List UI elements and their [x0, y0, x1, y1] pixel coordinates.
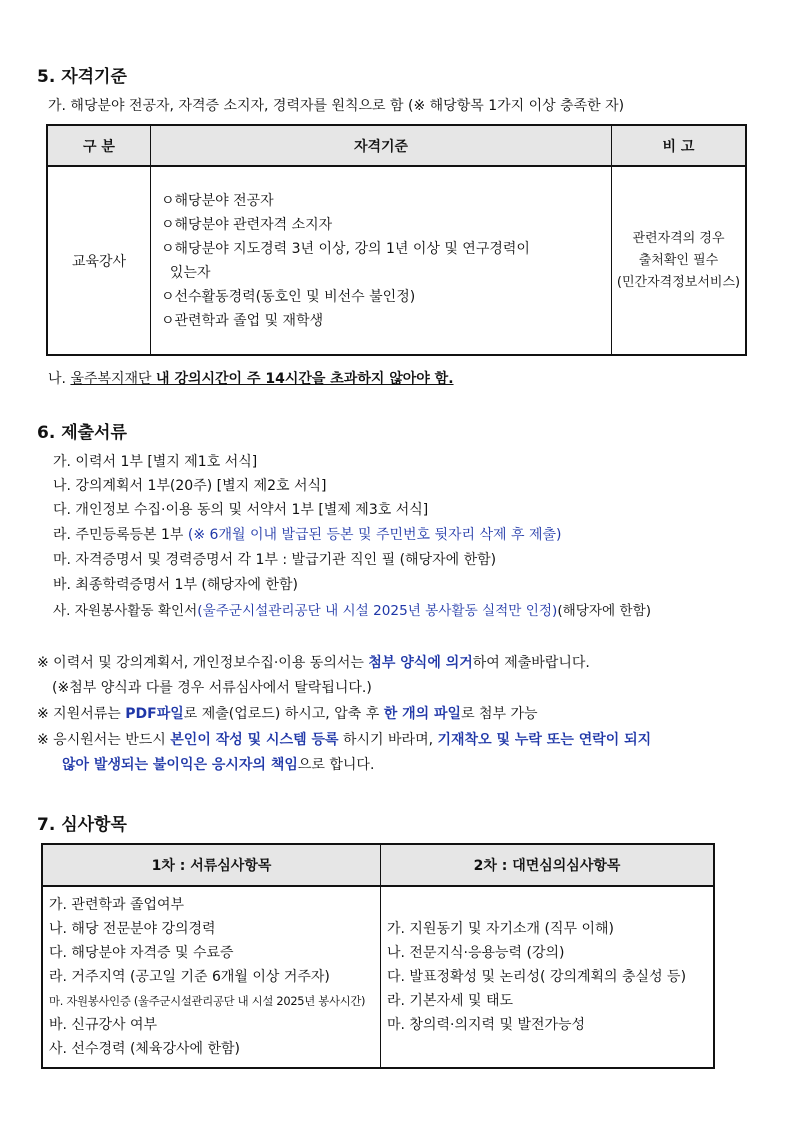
note-text: 으로 합니다.: [297, 757, 375, 773]
remark-line: (민간자격정보서비스): [616, 274, 741, 290]
note-emphasis: 한 개의 파일: [383, 706, 462, 722]
criteria-item: ㅇ해당분야 관련자격 소지자: [161, 216, 333, 233]
note-text: 하시기 바라며,: [338, 732, 438, 748]
qualification-principle: 가. 해당분야 전공자, 자격증 소지자, 경력자를 원칙으로 함 (※ 해당항목 1가지 이상 충족한 자): [48, 98, 625, 114]
round-1-items: [42, 886, 381, 1068]
header-criteria: 자격기준: [151, 125, 612, 166]
na-prefix: 나.: [48, 371, 71, 387]
qualification-table: [46, 124, 747, 356]
remarks-cell: [612, 166, 747, 355]
doc-item: 가. 이력서 1부 [별지 제1호 서식]: [53, 454, 258, 470]
eval-item: 가. 관련학과 졸업여부: [49, 897, 185, 913]
criteria-cell: [151, 166, 612, 355]
category-cell: 교육강사: [47, 166, 151, 355]
eval-item: 마. 창의력·의지력 및 발전가능성: [387, 1017, 586, 1033]
doc-item: 바. 최종학력증명서 1부 (해당자에 한함): [53, 577, 298, 593]
sa-suffix: (해당자에 한함): [557, 603, 652, 619]
eval-item: 마. 자원봉사인증 (울주군시설관리공단 내 시설 2025년 봉사시간): [49, 994, 366, 1008]
sa-note: (울주군시설관리공단 내 시설 2025년 봉사활동 실적만 인정): [197, 603, 558, 619]
eval-item: 바. 신규강사 여부: [49, 1017, 158, 1033]
na-rule: 내 강의시간이 주 14시간을 초과하지 않아야 함.: [156, 371, 454, 387]
criteria-item: ㅇ해당분야 지도경력 3년 이상, 강의 1년 이상 및 연구경력이: [161, 240, 530, 257]
header-round-1: 1차 : 서류심사항목: [42, 844, 381, 886]
criteria-item: 있는자: [161, 264, 211, 281]
eval-item: 다. 발표정확성 및 논리성( 강의계획의 충실성 등): [387, 969, 687, 985]
note-emphasis: 첨부 양식에 의거: [368, 655, 473, 671]
note-text: 로 첨부 가능: [461, 706, 538, 722]
note-text: ※ 지원서류는: [37, 706, 126, 722]
eval-item: 라. 기본자세 및 태도: [387, 993, 513, 1009]
section-7-title: 7. 심사항목: [37, 815, 127, 835]
doc-item: [53, 524, 562, 544]
na-org: 울주복지재단: [70, 371, 157, 387]
remark-line: 관련자격의 경우: [632, 230, 725, 246]
criteria-item: ㅇ선수활동경력(동호인 및 비선수 불인정): [161, 288, 416, 305]
eval-item: 가. 지원동기 및 자기소개 (직무 이해): [387, 921, 614, 937]
doc-item: 마. 자격증명서 및 경력증명서 각 1부 : 발급기관 직인 필 (해당자에 한함): [53, 552, 497, 568]
note-responsibility-cont: [62, 754, 374, 774]
ra-text: 라. 주민등록등본 1부: [53, 527, 188, 543]
note-emphasis: 기재착오 및 누락 또는 연락이 되지: [437, 732, 652, 748]
note-emphasis: PDF파일: [125, 706, 184, 722]
note-forms: [37, 652, 590, 672]
remark-line: 출처확인 필수: [638, 252, 719, 268]
note-pdf: [37, 703, 538, 723]
eval-item: 라. 거주지역 (공고일 기준 6개월 이상 거주자): [49, 969, 330, 985]
doc-item: [53, 599, 651, 619]
note-responsibility: [37, 729, 651, 749]
section-5-title: 5. 자격기준: [37, 67, 127, 87]
eval-item: 사. 선수경력 (체육강사에 한함): [49, 1041, 241, 1057]
criteria-item: ㅇ관련학과 졸업 및 재학생: [161, 312, 324, 329]
note-forms-sub: (※첨부 양식과 다를 경우 서류심사에서 탈락됩니다.): [52, 680, 372, 696]
note-text: ※ 이력서 및 강의계획서, 개인정보수집·이용 동의서는: [37, 655, 369, 671]
section-6-title: 6. 제출서류: [37, 423, 127, 443]
lecture-hour-limit: [48, 368, 454, 388]
note-emphasis: 않아 발생되는 불이익은 응시자의 책임: [62, 757, 298, 773]
note-text: 로 제출(업로드) 하시고, 압축 후: [183, 706, 384, 722]
header-round-2: 2차 : 대면심의심사항목: [381, 844, 715, 886]
doc-item: 나. 강의계획서 1부(20주) [별지 제2호 서식]: [53, 478, 327, 494]
evaluation-table: [41, 843, 715, 1069]
note-emphasis: 본인이 작성 및 시스템 등록: [170, 732, 339, 748]
criteria-item: ㅇ해당분야 전공자: [161, 192, 274, 209]
eval-item: 나. 해당 전문분야 강의경력: [49, 921, 216, 937]
note-text: ※ 응시원서는 반드시: [37, 732, 171, 748]
note-text: 하여 제출바랍니다.: [472, 655, 590, 671]
header-category: 구 분: [47, 125, 151, 166]
header-remarks: 비 고: [612, 125, 747, 166]
eval-item: 나. 전문지식·응용능력 (강의): [387, 945, 565, 961]
doc-item: 다. 개인정보 수집·이용 동의 및 서약서 1부 [별제 제3호 서식]: [53, 502, 429, 518]
sa-text: 사. 자원봉사활동 확인서: [53, 603, 198, 619]
round-2-items: [381, 886, 715, 1068]
ra-note: (※ 6개월 이내 발급된 등본 및 주민번호 뒷자리 삭제 후 제출): [187, 527, 562, 543]
eval-item: 다. 해당분야 자격증 및 수료증: [49, 945, 234, 961]
